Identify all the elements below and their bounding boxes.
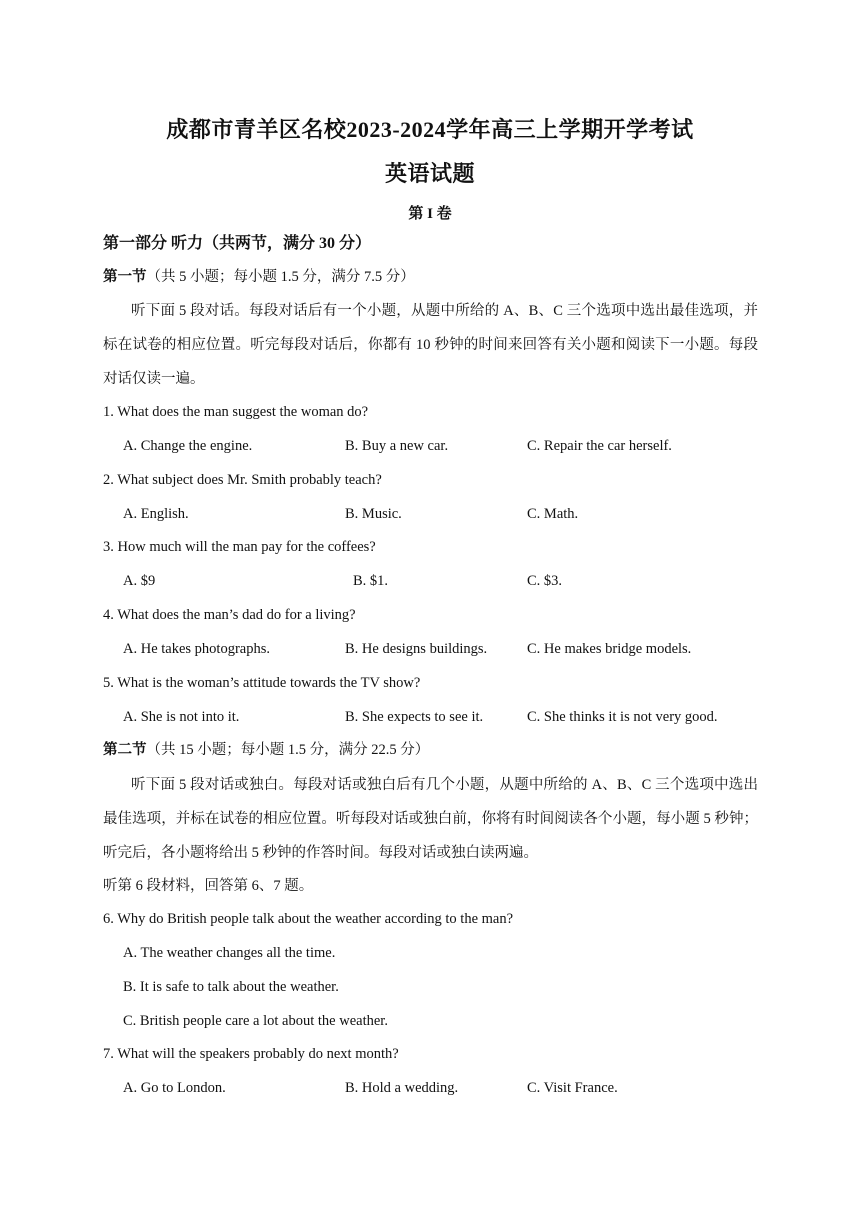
q2-option-b: B. Music.: [345, 506, 402, 522]
q6-option-c: C. British people care a lot about the weather.: [123, 1013, 388, 1029]
exam-title: 成都市青羊区名校2023-2024学年高三上学期开学考试: [166, 117, 694, 142]
q7-option-a: A. Go to London.: [123, 1080, 226, 1096]
q5-option-c: C. She thinks it is not very good.: [527, 709, 718, 725]
question-5: 5. What is the woman’s attitude towards the TV show?: [103, 675, 421, 691]
q1-option-a: A. Change the engine.: [123, 438, 253, 454]
q4-option-a: A. He takes photographs.: [123, 641, 270, 657]
q5-option-a: A. She is not into it.: [123, 709, 240, 725]
q5-option-b: B. She expects to see it.: [345, 709, 484, 725]
question-3: 3. How much will the man pay for the coffees?: [103, 539, 376, 555]
q2-option-a: A. English.: [123, 506, 189, 522]
section1-instructions: 听下面 5 段对话。每段对话后有一个小题，从题中所给的 A、B、C 三个选项中选出最佳选项，并标在试卷的相应位置。听完每段对话后，你都有 10 秒钟的时间来回答有关小题和阅读下一小题。每段对话仅读一遍。: [103, 303, 758, 387]
section2-label: 第二节: [103, 742, 147, 758]
q6-option-b: B. It is safe to talk about the weather.: [123, 979, 339, 995]
material-note: 听第 6 段材料，回答第 6、7 题。: [103, 878, 314, 894]
question-7: 7. What will the speakers probably do next month?: [103, 1046, 399, 1062]
q3-option-a: A. $9: [123, 573, 156, 589]
q3-option-c: C. $3.: [527, 573, 563, 589]
q4-option-b: B. He designs buildings.: [345, 641, 488, 657]
part1-heading: 第一部分 听力（共两节，满分 30 分）: [103, 235, 372, 252]
volume-label: 第 I 卷: [408, 206, 452, 222]
section1-header: [103, 270, 415, 285]
q1-option-c: C. Repair the car herself.: [527, 438, 672, 454]
question-1: 1. What does the man suggest the woman do?: [103, 404, 369, 420]
q3-option-b: B. $1.: [353, 573, 389, 589]
exam-subtitle: 英语试题: [384, 161, 475, 186]
q7-option-c: C. Visit France.: [527, 1080, 618, 1096]
section1-info: （共 5 小题；每小题 1.5 分，满分 7.5 分）: [146, 269, 415, 285]
section2-instructions: 听下面 5 段对话或独白。每段对话或独白后有几个小题，从题中所给的 A、B、C 三个选项中选出最佳选项，并标在试卷的相应位置。听每段对话或独白前，你将有时间阅读各个小题，每小题 5 秒钟；听完后，各小题将给出 5 秒钟的作答时间。每段对话或独白读两遍。: [103, 777, 758, 861]
q1-option-b: B. Buy a new car.: [345, 438, 449, 454]
q7-option-b: B. Hold a wedding.: [345, 1080, 459, 1096]
question-2: 2. What subject does Mr. Smith probably teach?: [103, 472, 382, 488]
section2-header: [103, 743, 429, 758]
section2-info: （共 15 小题；每小题 1.5 分，满分 22.5 分）: [146, 742, 430, 758]
q6-option-a: A. The weather changes all the time.: [123, 945, 336, 961]
q4-option-c: C. He makes bridge models.: [527, 641, 692, 657]
question-6: 6. Why do British people talk about the weather according to the man?: [103, 911, 514, 927]
section1-label: 第一节: [103, 269, 147, 285]
q2-option-c: C. Math.: [527, 506, 579, 522]
question-4: 4. What does the man’s dad do for a living?: [103, 607, 356, 623]
